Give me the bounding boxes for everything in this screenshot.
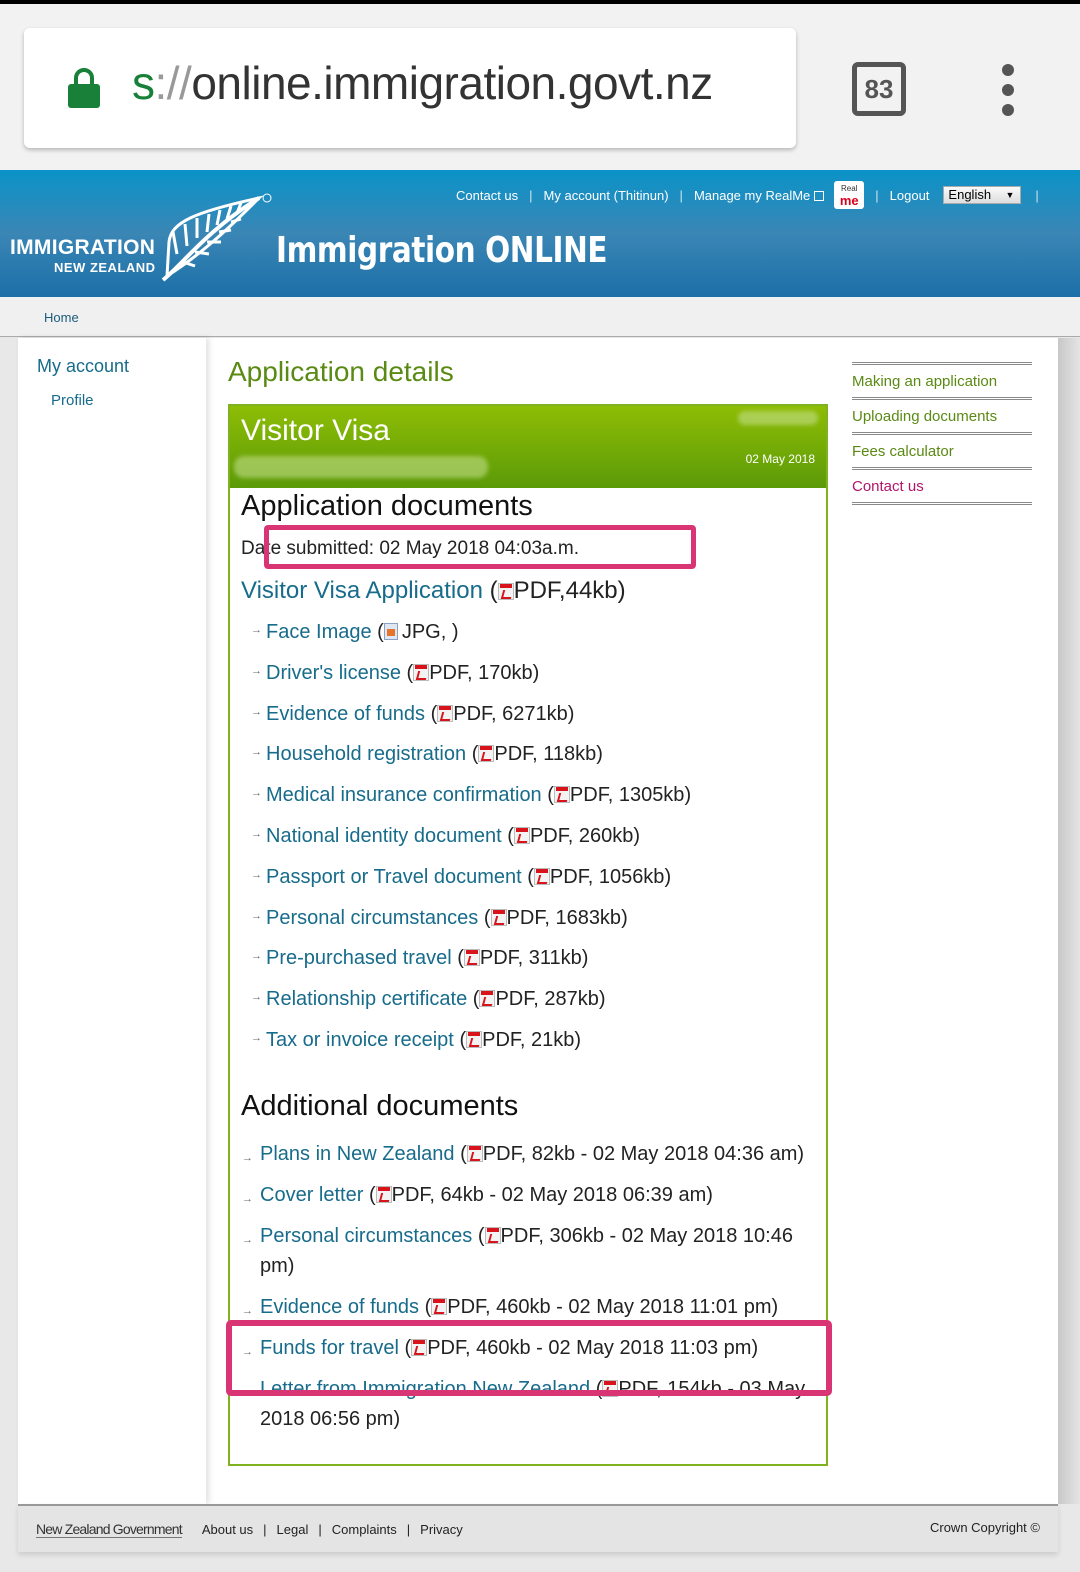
close-paren: ) <box>393 1408 401 1430</box>
document-meta: PDF, 460kb - 02 May 2018 11:01 pm <box>447 1296 772 1318</box>
external-link-icon <box>814 191 824 201</box>
close-paren: ) <box>596 743 603 766</box>
document-item <box>251 1029 691 1070</box>
pdf-icon <box>491 909 507 926</box>
document-meta: PDF, 82kb - 02 May 2018 04:36 am <box>482 1143 798 1165</box>
additional-document-item <box>242 1292 822 1322</box>
arrow-bullet-icon: → <box>251 787 262 800</box>
document-link[interactable]: Pre-purchased travel <box>266 947 452 970</box>
arrow-bullet-icon: → <box>251 746 262 759</box>
document-meta: PDF, 21kb <box>482 1028 575 1051</box>
arrow-bullet-icon: → <box>251 827 262 840</box>
page-gutter <box>1058 338 1080 1504</box>
sidebar-link-fees-calculator[interactable]: Fees calculator <box>852 432 1032 467</box>
application-documents-list <box>251 621 691 1070</box>
pdf-icon <box>514 827 530 844</box>
page-content <box>18 338 1058 1504</box>
footer-link-legal[interactable]: Legal <box>276 1521 309 1537</box>
document-link[interactable]: Letter from Immigration New Zealand <box>260 1378 591 1400</box>
arrow-bullet-icon: → <box>242 1234 253 1246</box>
url-host: online.immigration.govt.nz <box>191 57 713 109</box>
open-paren: ( <box>460 1143 467 1165</box>
copyright: Crown Copyright © <box>929 1520 1040 1535</box>
document-link[interactable]: Personal circumstances <box>266 906 479 929</box>
arrow-bullet-icon: → <box>251 868 262 881</box>
pdf-icon <box>376 1186 392 1203</box>
nav-contact-us[interactable]: Contact us <box>456 187 519 203</box>
card-date: 02 May 2018 <box>745 452 815 466</box>
close-paren: ) <box>581 947 589 970</box>
document-item <box>251 743 691 784</box>
open-paren: ( <box>406 661 414 684</box>
sidebar-right <box>852 362 1032 505</box>
divider <box>852 502 1032 505</box>
pdf-icon <box>485 1227 501 1244</box>
document-meta: PDF, 154kb - 03 May 2018 06:56 pm <box>260 1378 806 1430</box>
close-paren: ) <box>706 1184 713 1206</box>
document-link[interactable]: Face Image <box>266 621 372 643</box>
arrow-bullet-icon: → <box>251 705 262 718</box>
pdf-icon <box>534 868 550 885</box>
arrow-bullet-icon: → <box>242 1305 253 1317</box>
document-link[interactable]: Visitor Visa Application <box>241 577 483 604</box>
close-paren: ) <box>684 784 692 807</box>
application-card <box>228 404 828 1466</box>
close-paren: ) <box>664 865 672 888</box>
language-value: English <box>948 187 992 202</box>
footer-link-privacy[interactable]: Privacy <box>420 1521 463 1537</box>
document-item <box>251 825 691 866</box>
sidebar-left <box>18 338 206 1504</box>
nav-separator: | <box>679 187 683 203</box>
highlight-box <box>226 1320 832 1396</box>
arrow-bullet-icon: → <box>251 664 262 677</box>
date-submitted: Date submitted: 02 May 2018 04:03a.m. <box>241 538 579 559</box>
footer-separator: | <box>406 1521 411 1537</box>
realme-logo[interactable] <box>834 181 864 209</box>
document-item <box>251 662 691 703</box>
logo-line2: NEW ZEALAND <box>54 260 156 275</box>
url-separator: :// <box>154 57 192 109</box>
breadcrumb-home[interactable]: Home <box>44 310 79 325</box>
url-text[interactable] <box>132 56 713 110</box>
additional-documents-heading: Additional documents <box>241 1090 519 1122</box>
document-meta: PDF, 460kb - 02 May 2018 11:03 pm <box>427 1337 752 1359</box>
document-meta: PDF, 6271kb <box>453 702 568 725</box>
document-meta: JPG, <box>401 621 452 643</box>
nav-manage-realme[interactable]: Manage my RealMe <box>693 187 811 203</box>
document-link[interactable]: Relationship certificate <box>266 988 468 1011</box>
document-link[interactable]: Evidence of funds <box>266 702 425 725</box>
document-meta: PDF, 118kb <box>494 743 597 766</box>
redacted-text <box>234 456 488 478</box>
open-paren: ( <box>527 865 534 888</box>
close-paren: ) <box>567 702 575 725</box>
open-paren: ( <box>489 577 498 604</box>
top-navigation <box>456 182 1039 208</box>
sidebar-link-contact-us[interactable]: Contact us <box>852 467 1032 502</box>
document-meta: PDF,44kb <box>513 577 618 604</box>
silver-fern-icon <box>155 192 275 284</box>
open-paren: ( <box>595 1378 603 1400</box>
open-paren: ( <box>477 1225 485 1247</box>
footer-link-about[interactable]: About us <box>201 1521 254 1537</box>
close-paren: ) <box>451 621 459 643</box>
pdf-icon <box>464 949 480 966</box>
sidebar-item-profile[interactable]: Profile <box>51 392 94 409</box>
overflow-menu-icon[interactable] <box>996 64 1020 120</box>
nav-logout[interactable]: Logout <box>889 187 930 203</box>
site-header <box>0 170 1080 297</box>
card-header <box>230 406 826 488</box>
arrow-bullet-icon: → <box>251 909 262 922</box>
close-paren: ) <box>532 661 540 684</box>
dropdown-arrow-icon: ▼ <box>1005 190 1015 200</box>
url-scheme: s <box>132 57 155 109</box>
pdf-icon <box>554 786 570 803</box>
open-paren: ( <box>424 1296 432 1318</box>
document-meta: PDF, 260kb <box>529 824 634 847</box>
pdf-icon <box>431 1298 447 1315</box>
additional-document-item <box>242 1221 822 1281</box>
realme-logo-bottom: me <box>839 193 859 208</box>
nav-separator: | <box>1035 187 1039 203</box>
document-meta: PDF, 1683kb <box>506 906 622 929</box>
document-link[interactable]: Funds for travel <box>260 1337 399 1359</box>
site-title: Immigration ONLINE <box>276 230 608 271</box>
arrow-bullet-icon: → <box>242 1346 253 1358</box>
document-link[interactable]: Household registration <box>266 743 467 766</box>
document-link[interactable]: Driver's license <box>266 661 401 684</box>
close-paren: ) <box>751 1337 759 1359</box>
pdf-icon <box>478 745 494 762</box>
open-paren: ( <box>457 947 464 970</box>
pdf-icon <box>413 664 429 681</box>
footer-link-complaints[interactable]: Complaints <box>331 1521 397 1537</box>
sidebar-link-uploading-documents[interactable]: Uploading documents <box>852 397 1032 432</box>
sidebar-link-making-application[interactable]: Making an application <box>852 362 1032 397</box>
close-paren: ) <box>287 1255 295 1277</box>
card-title: Visitor Visa <box>241 414 390 447</box>
additional-document-item <box>242 1139 822 1169</box>
lock-icon <box>68 68 100 108</box>
close-paren: ) <box>797 1143 805 1165</box>
nav-separator: | <box>875 187 879 203</box>
document-link[interactable]: Personal circumstances <box>260 1225 473 1247</box>
open-paren: ( <box>368 1184 376 1206</box>
footer-separator: | <box>263 1521 267 1537</box>
document-link[interactable]: Passport or Travel document <box>266 865 522 888</box>
open-paren: ( <box>459 1028 467 1051</box>
document-item <box>251 988 691 1029</box>
logo-line1: IMMIGRATION <box>10 236 156 259</box>
close-paren: ) <box>574 1028 582 1051</box>
document-link[interactable]: National identity document <box>266 824 502 847</box>
footer-separator: | <box>318 1521 322 1537</box>
realme-logo-top: Real <box>841 184 858 193</box>
document-meta: PDF, 1305kb <box>569 784 685 807</box>
nav-separator: | <box>529 187 533 203</box>
footer <box>18 1504 1058 1552</box>
document-link[interactable]: Plans in New Zealand <box>260 1143 455 1165</box>
open-paren: ( <box>404 1337 412 1359</box>
document-item <box>251 866 691 907</box>
main-content <box>228 338 848 1504</box>
additional-document-item <box>242 1180 822 1210</box>
document-meta: PDF, 311kb <box>479 947 582 970</box>
browser-toolbar <box>0 4 1080 170</box>
breadcrumb <box>0 297 1080 337</box>
document-meta: PDF, 1056kb <box>549 865 665 888</box>
open-paren: ( <box>430 702 438 725</box>
document-link[interactable]: Medical insurance confirmation <box>266 784 542 807</box>
highlight-box <box>264 525 696 569</box>
arrow-bullet-icon: → <box>251 1031 262 1044</box>
document-link[interactable]: Evidence of funds <box>260 1296 419 1318</box>
arrow-bullet-icon: → <box>242 1193 253 1205</box>
arrow-bullet-icon: → <box>251 991 262 1004</box>
pdf-icon <box>437 705 453 722</box>
close-paren: ) <box>617 577 626 604</box>
open-paren: ( <box>483 906 491 929</box>
application-documents-heading: Application documents <box>241 490 533 522</box>
tab-switcher-button[interactable]: 83 <box>852 62 906 116</box>
jpg-icon <box>384 623 398 640</box>
document-meta: PDF, 170kb <box>429 661 533 684</box>
pdf-icon <box>479 990 495 1007</box>
document-meta: PDF, 64kb - 02 May 2018 06:39 am <box>391 1184 707 1206</box>
page-title: Application details <box>228 356 454 387</box>
additional-documents-list <box>242 1139 822 1445</box>
open-paren: ( <box>547 784 554 807</box>
language-select[interactable] <box>943 186 1021 204</box>
address-bar[interactable] <box>24 28 796 148</box>
nz-government-logo[interactable]: New Zealand Government <box>36 1520 182 1537</box>
document-link[interactable]: Tax or invoice receipt <box>266 1028 454 1051</box>
primary-document <box>241 577 626 605</box>
open-paren: ( <box>377 621 384 643</box>
document-item <box>251 947 691 988</box>
arrow-bullet-icon: → <box>251 624 262 636</box>
document-meta: PDF, 306kb - 02 May 2018 10:46 pm <box>260 1225 793 1277</box>
pdf-icon <box>466 1031 482 1048</box>
pdf-icon <box>467 1145 483 1162</box>
arrow-bullet-icon: → <box>242 1152 253 1164</box>
close-paren: ) <box>633 824 640 847</box>
close-paren: ) <box>771 1296 779 1318</box>
nav-my-account[interactable]: My account (Thitinun) <box>543 187 669 203</box>
sidebar-my-account[interactable]: My account <box>37 356 130 376</box>
arrow-bullet-icon: → <box>251 950 262 963</box>
document-link[interactable]: Cover letter <box>260 1184 364 1206</box>
open-paren: ( <box>507 824 514 847</box>
document-meta: PDF, 287kb <box>495 988 599 1011</box>
redacted-text <box>738 411 818 425</box>
pdf-icon <box>498 583 514 600</box>
document-item <box>251 784 691 825</box>
document-item <box>251 907 691 948</box>
open-paren: ( <box>472 988 480 1011</box>
arrow-bullet-icon: → <box>242 1387 253 1399</box>
document-item <box>251 703 691 744</box>
close-paren: ) <box>598 988 606 1011</box>
document-item <box>251 621 691 662</box>
close-paren: ) <box>621 906 628 929</box>
open-paren: ( <box>471 743 479 766</box>
